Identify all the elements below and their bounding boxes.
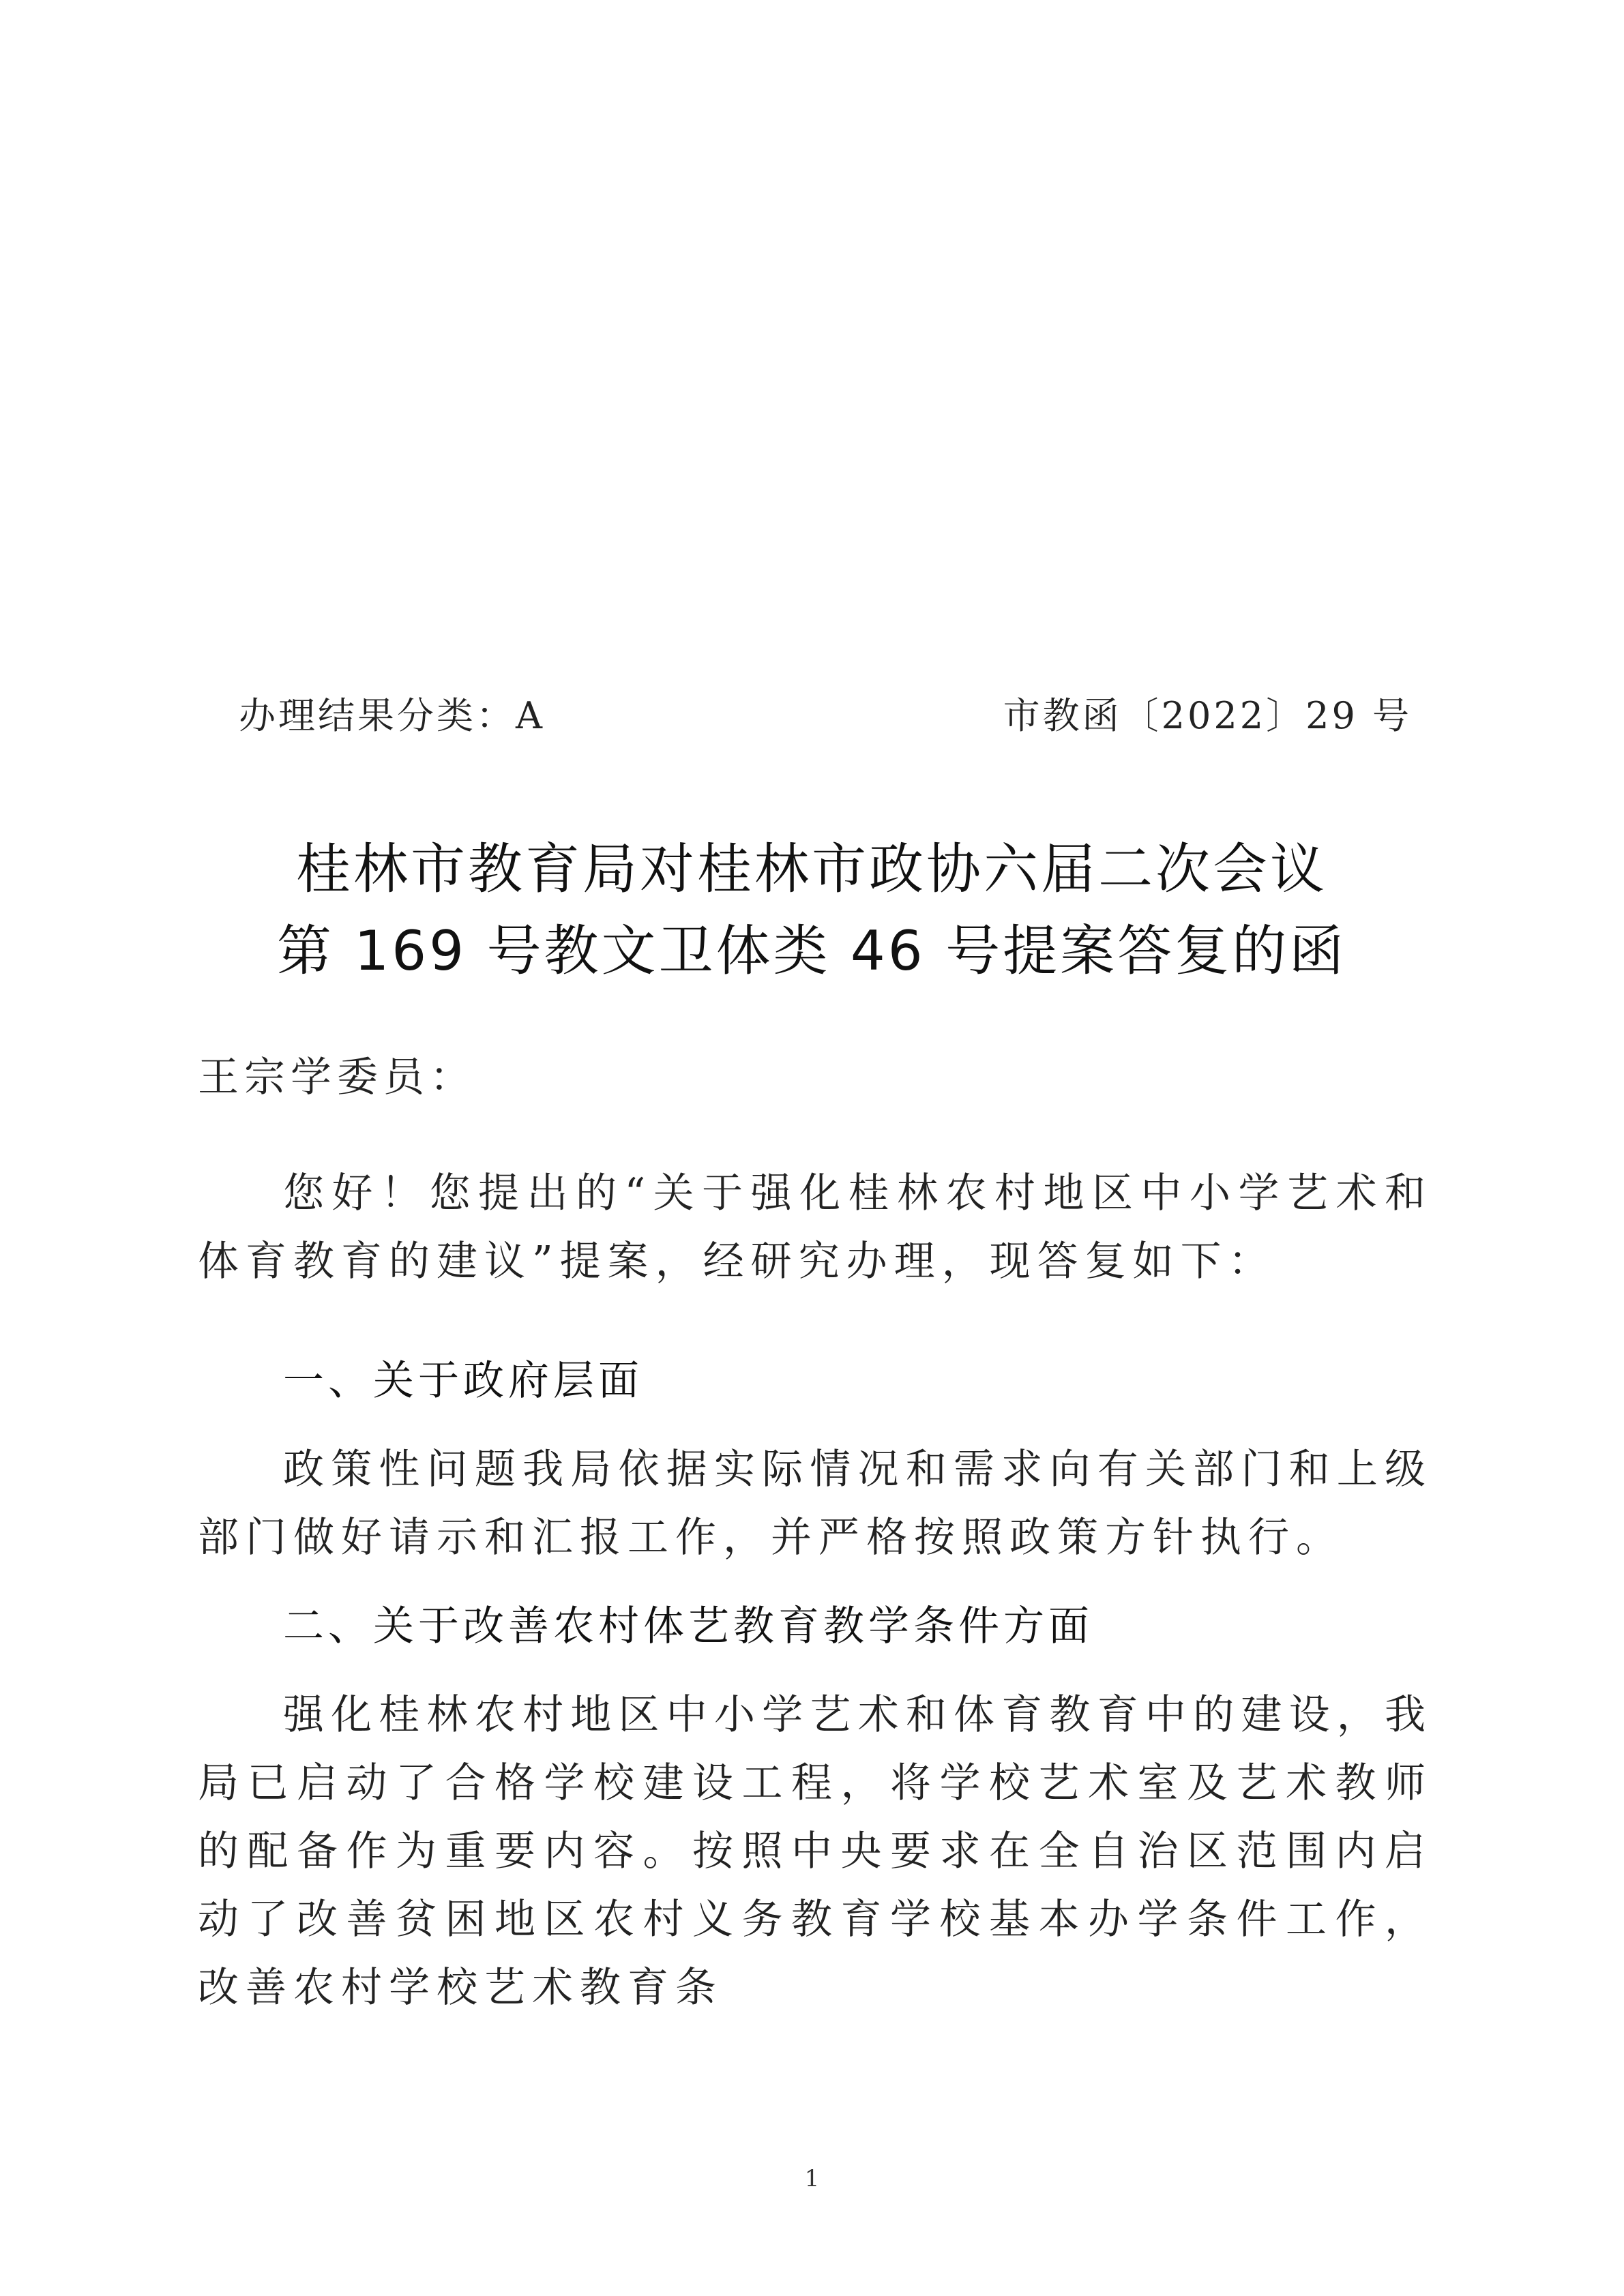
- section-1-heading: 一、关于政府层面: [283, 1357, 643, 1405]
- salutation: 王宗学委员：: [198, 1054, 476, 1101]
- document-title-line-2: 第 169 号教文卫体类 46 号提案答复的函: [276, 919, 1347, 983]
- section-2-paragraph: 强化桂林农村地区中小学艺术和体育教育中的建设，我局已启动了合格学校建设工程，将学校艺术室及艺术教师的配备作为重要内容。按照中央要求在全自治区范围内启动了改善贫困地区农村义务教育学校基本办学条件工作，改善农村学校艺术教育条: [198, 1691, 1432, 2012]
- section-2-heading: 二、关于改善农村体艺教育教学条件方面: [283, 1602, 1093, 1650]
- document-number: 市教函〔2022〕29 号: [1003, 694, 1412, 737]
- page-number: 1: [804, 2165, 820, 2192]
- opening-paragraph: 您好！您提出的“关于强化桂林农村地区中小学艺术和体育教育的建议”提案，经研究办理，现答复如下：: [198, 1169, 1432, 1285]
- section-1-paragraph: 政策性问题我局依据实际情况和需求向有关部门和上级部门做好请示和汇报工作，并严格按照政策方针执行。: [198, 1446, 1432, 1562]
- document-title-line-1: 桂林市教育局对桂林市政协六届二次会议: [296, 837, 1327, 901]
- document-meta-row: [239, 689, 1412, 743]
- result-category: 办理结果分类：A: [239, 694, 545, 737]
